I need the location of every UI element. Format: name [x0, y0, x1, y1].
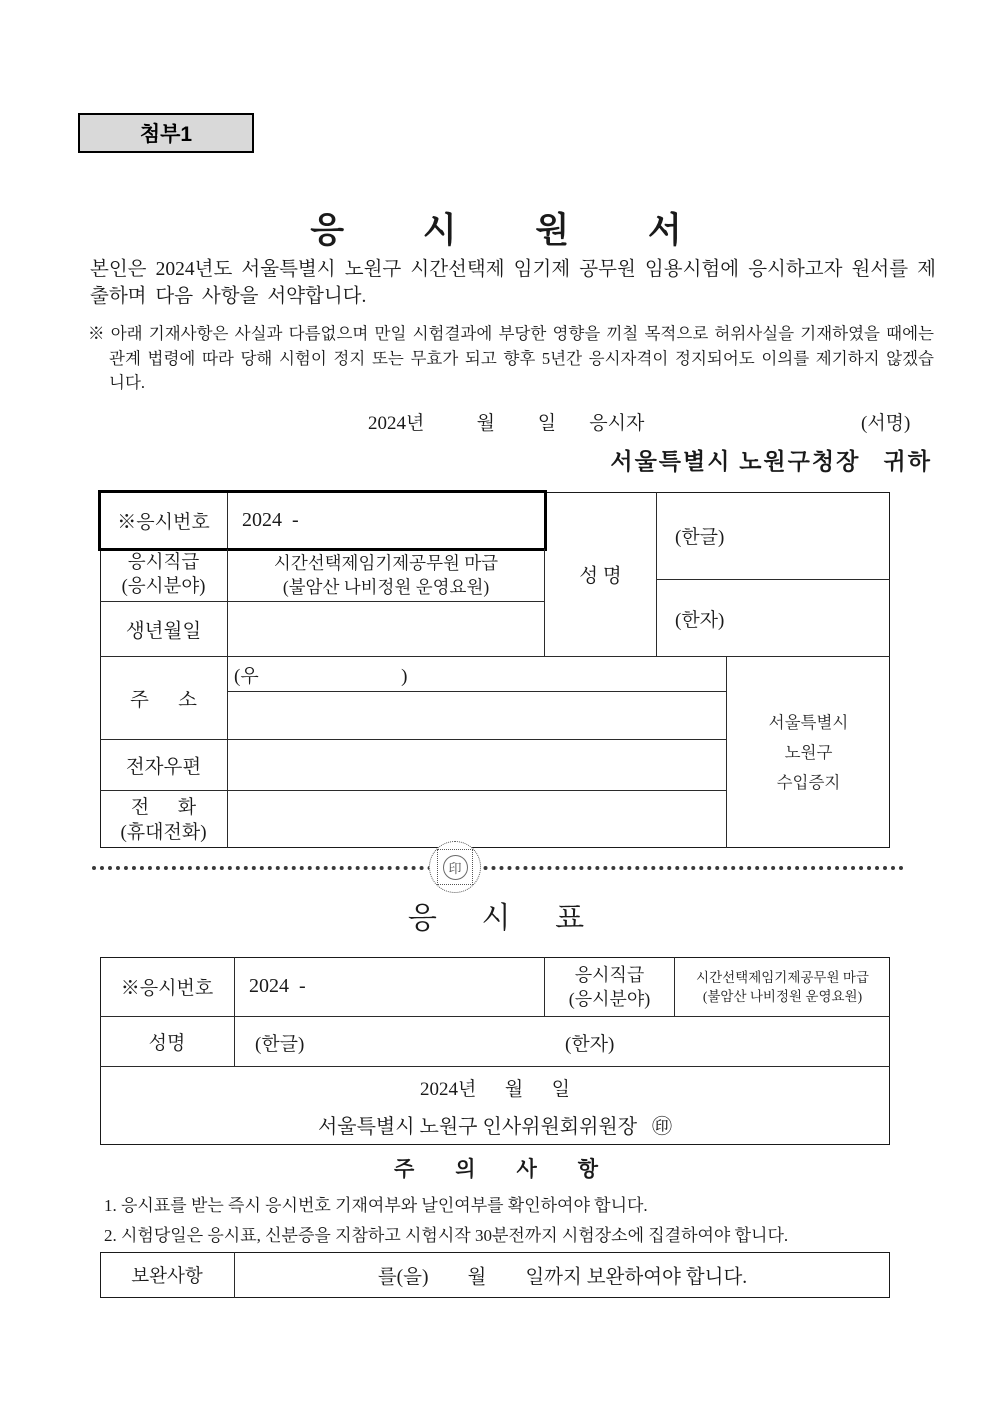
ticket-name-hanja: (한자)	[565, 1034, 615, 1055]
ticket-table	[100, 957, 890, 1145]
supplement-label: 보완사항	[100, 1252, 235, 1298]
application-date-line: 2024년 월 일 응시자	[368, 413, 645, 434]
email-field	[228, 740, 727, 791]
perforation-line	[92, 866, 904, 870]
ticket-exam-number-field: 2024 -	[235, 957, 545, 1017]
name-label: 성 명	[545, 492, 657, 657]
supplement-table	[100, 1252, 890, 1298]
ticket-issue-block	[100, 1067, 890, 1145]
caution-item-1: 1. 응시표를 받는 즉시 응시번호 기재여부와 날인여부를 확인하여야 합니다.	[104, 1196, 648, 1215]
grade-value: 시간선택제임기제공무원 마급 (불암산 나비정원 운영요원)	[228, 549, 545, 602]
seal-square	[437, 849, 473, 885]
application-title: 응 시 원 서	[310, 211, 717, 250]
revenue-stamp-area: 서울특별시 노원구 수입증지	[768, 712, 849, 792]
supplement-value: 를(을) 월 일까지 보완하여야 합니다.	[377, 1267, 748, 1288]
ticket-grade-value: 시간선택제임기제공무원 마급 (불암산 나비정원 운영요원)	[675, 957, 890, 1017]
ticket-name-field	[235, 1017, 890, 1067]
email-label: 전자우편	[100, 740, 228, 791]
caution-title: 주 의 사 항	[394, 1157, 616, 1181]
ticket-title: 응 시 표	[407, 902, 603, 935]
address-field	[228, 657, 727, 740]
grade-label: 응시직급 (응시분야)	[100, 549, 228, 602]
address-label: 주 소	[100, 657, 228, 740]
ticket-name-hangul: (한글)	[255, 1034, 305, 1055]
signature-label: (서명)	[861, 413, 911, 434]
name-hanja-field: (한자)	[657, 580, 890, 657]
name-hangul-field: (한글)	[657, 492, 890, 580]
application-notice: ※ 아래 기재사항은 사실과 다름없으며 만일 시험결과에 부당한 영향을 끼칠 목적으로 허위사실을 기재하였을 때에는 관계 법령에 따라 당해 시험이 정지 또는 무효가 되고 향후 5년간 응시자격이 정지되어도 이의를 제기하지 않겠습니다.	[88, 324, 934, 392]
perforation-seal-icon	[429, 841, 481, 893]
attachment-badge	[78, 113, 254, 153]
ticket-grade-label: 응시직급 (응시분야)	[545, 957, 675, 1017]
ticket-issue-date: 2024년 월 일	[419, 1078, 571, 1100]
birthdate-label: 생년월일	[100, 602, 228, 657]
ticket-issuer: 서울특별시 노원구 인사위원회위원장 ㊞	[317, 1115, 673, 1138]
caution-item-2: 2. 시험당일은 응시표, 신분증을 지참하고 시험시작 30분전까지 시험장소에 집결하여야 합니다.	[104, 1226, 789, 1245]
exam-number-field: 2024 -	[228, 492, 545, 549]
seal-icon: 印	[443, 855, 468, 880]
attachment-badge-label: 첨부1	[139, 123, 193, 146]
phone-label: 전 화 (휴대전화)	[100, 791, 228, 848]
addressee: 서울특별시 노원구청장 귀하	[610, 449, 932, 474]
application-intro: 본인은 2024년도 서울특별시 노원구 시간선택제 임기제 공무원 임용시험에 응시하고자 원서를 제출하며 다음 사항을 서약합니다.	[90, 259, 936, 307]
birthdate-field	[228, 602, 545, 657]
ticket-name-label: 성명	[100, 1017, 235, 1067]
ticket-exam-number-label: ※응시번호	[100, 957, 235, 1017]
phone-field	[228, 791, 727, 848]
application-table	[100, 492, 890, 848]
exam-number-label: ※응시번호	[100, 492, 228, 549]
address-postal-field: (우 )	[228, 657, 726, 692]
